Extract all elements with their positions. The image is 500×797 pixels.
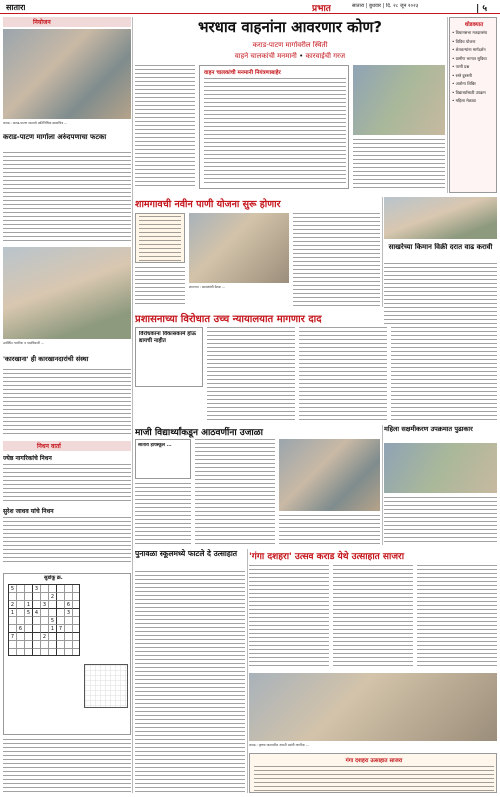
sudoku-cell	[49, 601, 57, 609]
column-rule	[382, 425, 383, 545]
right-photo	[384, 443, 497, 493]
sudoku-cell	[25, 633, 33, 641]
ganga-body-3	[417, 565, 497, 669]
sudoku-cell: 2	[9, 601, 17, 609]
right-story	[384, 425, 497, 545]
brief-item: • विविध योजना	[452, 38, 476, 44]
sudoku-cell	[73, 601, 80, 609]
sudoku-cell	[73, 649, 80, 656]
sudoku-cell	[25, 641, 33, 649]
lead-photo-caption: कराड : कराड-पाटण रस्त्याचे प्रातिनिधिक छायाचित्र ...	[3, 121, 68, 125]
scheme-body-2	[293, 213, 380, 307]
sudoku-cell	[41, 641, 49, 649]
obit-headline: ज्येष्ठ नागरिकांचे निधन	[3, 455, 52, 462]
city-label: सातारा	[6, 3, 26, 12]
ganga-photo-caption: कराड : कृष्णा घाटावरील आरती प्रसंगी नागरिक ...	[249, 743, 310, 747]
sudoku-cell	[73, 625, 80, 633]
sudoku-cell	[65, 633, 73, 641]
section-tag-label: नियोजन	[33, 19, 51, 26]
sudoku-cell	[49, 609, 57, 617]
admin-quote-box	[135, 327, 203, 387]
sudoku-cell	[57, 617, 65, 625]
alumni-photo	[279, 439, 380, 511]
sudoku-cell	[33, 625, 41, 633]
sudoku-cell	[57, 633, 65, 641]
sudoku-cell	[17, 585, 25, 593]
sugarcane-headline: साखरेच्या किमान विक्री दरात वाढ करावी	[388, 243, 493, 251]
sudoku-cell: 5	[49, 617, 57, 625]
brief-item: • विद्यार्थ्यांसाठी उपक्रम	[452, 89, 486, 95]
sudoku-cell	[17, 633, 25, 641]
ganga-story	[249, 549, 497, 793]
brief-item: • रस्ते दुरुस्ती	[452, 72, 472, 78]
sudoku-cell: 4	[33, 609, 41, 617]
sudoku-cell	[25, 617, 33, 625]
sudoku-cell	[65, 593, 73, 601]
story2-body-text	[3, 369, 131, 435]
sudoku-cell	[57, 649, 65, 656]
sudoku-cell: 7	[57, 625, 65, 633]
sudoku-cell	[17, 609, 25, 617]
page-number: | ५	[476, 4, 488, 14]
horoscope-block	[3, 739, 131, 793]
sudoku-cell	[49, 633, 57, 641]
sugarcane-photo	[384, 197, 497, 239]
left-column	[3, 17, 131, 793]
sudoku-cell: 6	[17, 625, 25, 633]
sudoku-cell	[57, 641, 65, 649]
sudoku-cell: 2	[49, 593, 57, 601]
sudoku-cell	[65, 625, 73, 633]
sudoku-cell	[9, 593, 17, 601]
sudoku-cell	[33, 649, 41, 656]
top-story-box	[199, 65, 349, 189]
sudoku-cell	[73, 617, 80, 625]
sudoku-cell	[65, 585, 73, 593]
sudoku-cell	[9, 625, 17, 633]
scheme-photo-caption: शामगाव : ग्रामस्थांची बैठक ...	[189, 285, 226, 289]
sudoku-cell	[25, 625, 33, 633]
brief-item: • विधानसभा मतदारसंघ	[452, 30, 487, 35]
rally-body	[135, 571, 245, 793]
sudoku-title: सुडोकू क्र.	[44, 575, 63, 581]
sudoku-cell	[65, 649, 73, 656]
sudoku-grid	[8, 584, 80, 656]
ganga-photo	[249, 673, 497, 741]
sudoku-cell	[25, 649, 33, 656]
sudoku-cell	[33, 601, 41, 609]
alumni-story	[135, 425, 380, 545]
brief-list	[452, 30, 496, 107]
sudoku-cell	[57, 601, 65, 609]
alumni-body-3	[279, 515, 380, 545]
admin-headline: प्रशासनाच्या विरोधात उच्च न्यायालयात मागणार दाद	[135, 314, 322, 325]
sudoku-cell	[57, 593, 65, 601]
ganga-box-body	[254, 766, 494, 792]
top-story-body-right	[353, 139, 445, 189]
box-title: वाहन चालकांची मनमानी नियंत्रणाबाहेर	[204, 70, 281, 76]
sudoku-cell	[17, 593, 25, 601]
sudoku-cell	[41, 617, 49, 625]
sudoku-cell	[9, 649, 17, 656]
sudoku-cell	[33, 641, 41, 649]
top-sub-2: वाहने चालकांची मनमानी	[234, 52, 297, 60]
admin-quote: विरोधकांना विकासकामे होऊ द्यायची नाहीत	[139, 331, 196, 344]
ganga-body-2	[333, 565, 413, 669]
admin-story	[135, 311, 497, 421]
sudoku-cell	[49, 641, 57, 649]
right-body	[384, 497, 497, 545]
alumni-headline: माजी विद्यार्थ्यांकडून आठवणींना उजाळा	[135, 428, 263, 438]
sudoku-cell	[73, 633, 80, 641]
brief-item: • आरोग्य शिबिर	[452, 81, 476, 86]
lead-photo	[3, 29, 131, 119]
sudoku-cell	[41, 649, 49, 656]
left-body-text	[3, 152, 131, 242]
ganga-body-1	[249, 565, 329, 669]
obit2-body-text	[3, 517, 131, 565]
sudoku-cell: 2	[41, 633, 49, 641]
obit-tag	[3, 441, 131, 451]
brief-item: • शेतकऱ्यांना मार्गदर्शन	[452, 47, 486, 52]
sudoku-cell	[41, 585, 49, 593]
section-tag	[3, 17, 131, 27]
masthead	[0, 0, 500, 14]
sudoku-cell	[17, 601, 25, 609]
sudoku-cell	[41, 609, 49, 617]
sudoku-cell	[49, 649, 57, 656]
sudoku-cell: 3	[65, 609, 73, 617]
sudoku-cell	[49, 585, 57, 593]
story2-photo-caption: उपस्थित नागरिक व पदाधिकारी ...	[3, 341, 45, 345]
scheme-infobox	[135, 213, 185, 263]
alumni-body-1	[135, 483, 191, 545]
scheme-body	[135, 267, 185, 307]
sudoku-cell	[25, 593, 33, 601]
sudoku-cell: 6	[65, 601, 73, 609]
top-headline: भरधाव वाहनांना आवरणार कोण?	[197, 18, 383, 36]
sudoku-cell	[57, 585, 65, 593]
ganga-box-title: गंगा दशहरा उत्साहात साजरा	[345, 758, 403, 764]
sudoku-cell: 1	[25, 601, 33, 609]
admin-body-2	[299, 327, 387, 421]
admin-body-3	[391, 327, 497, 421]
sudoku-cell	[33, 593, 41, 601]
sudoku-cell: 7	[9, 633, 17, 641]
brief-item: • महिला मेळावा	[452, 98, 476, 103]
sudoku-cell	[65, 641, 73, 649]
brief-title: थोडक्यात	[464, 22, 484, 28]
sudoku-cell	[73, 641, 80, 649]
top-sub-3: कारवाईची गरज	[305, 52, 346, 60]
sudoku-puzzle	[3, 573, 131, 735]
column-rule	[132, 17, 133, 793]
story2-headline: 'कारखाना' ही कारखानदारांची संस्था	[3, 355, 89, 363]
sudoku-cell	[9, 617, 17, 625]
obit2-headline: सुरेश जाधव यांचे निधन	[3, 508, 54, 515]
sudoku-cell	[41, 593, 49, 601]
brief-box	[449, 17, 497, 193]
alumni-infobox-title: सातारा हायस्कूल ...	[138, 443, 172, 448]
sugarcane-story	[384, 197, 497, 327]
sudoku-cell	[17, 649, 25, 656]
rally-story	[135, 549, 245, 793]
ganga-box	[249, 753, 497, 793]
sudoku-cell: 1	[49, 625, 57, 633]
box-body	[204, 78, 346, 186]
sudoku-cell	[73, 585, 80, 593]
sudoku-cell	[73, 593, 80, 601]
sudoku-cell: 3	[41, 601, 49, 609]
sudoku-cell	[73, 609, 80, 617]
sudoku-cell	[17, 641, 25, 649]
top-story-body-left	[135, 65, 195, 189]
column-rule	[382, 197, 383, 307]
scheme-story	[135, 197, 380, 307]
obit-tag-label: निधन वार्ता	[37, 443, 61, 450]
column-rule	[447, 17, 448, 193]
sudoku-cell	[25, 585, 33, 593]
brief-item: • ग्रामीण भागात सुविधा	[452, 55, 487, 61]
rally-headline: पुनावळा स्कूलमध्ये फाटले दे उत्साहात	[135, 549, 238, 558]
brief-item: • पाणी प्रश्न	[452, 64, 470, 69]
scheme-headline: शामगावची नवीन पाणी योजना सुरू होणार	[135, 199, 281, 210]
right-headline: महिला सक्षमीकरण उपक्रमात पुढाकार	[384, 425, 473, 433]
sudoku-cell	[33, 633, 41, 641]
obit-body-text	[3, 464, 131, 502]
top-story	[135, 17, 445, 193]
sudoku-cell	[57, 609, 65, 617]
scheme-photo	[189, 213, 289, 283]
top-subheadline: कराड-पाटण मार्गावरील स्थिती	[252, 41, 328, 49]
left-headline: कराड-पाटण मार्गाला अरुंदपणाचा फटका	[3, 133, 107, 141]
sudoku-cell	[41, 625, 49, 633]
column-rule	[247, 549, 248, 793]
alumni-body-2	[195, 439, 275, 545]
alumni-infobox	[135, 439, 191, 479]
admin-body-1	[207, 327, 295, 421]
sudoku-cell: 1	[9, 609, 17, 617]
sudoku-cell: 3	[33, 585, 41, 593]
logo: प्रभात	[312, 4, 331, 14]
date-line: सातारा | बुधवार | दि. २८ जून २०२३	[352, 3, 419, 9]
sudoku-cell: 5	[9, 585, 17, 593]
sudoku-cell	[9, 641, 17, 649]
sudoku-cell	[17, 617, 25, 625]
story2-photo	[3, 247, 131, 339]
sudoku-solution	[84, 664, 128, 708]
sudoku-cell	[65, 617, 73, 625]
sudoku-cell: 5	[25, 609, 33, 617]
sudoku-cell	[33, 617, 41, 625]
top-story-photo	[353, 65, 445, 135]
ganga-headline: 'गंगा दशहरा' उत्सव कराड येथे उत्साहात साजरा	[249, 552, 405, 562]
top-subheadline-2: वाहने चालकांची मनमानी • कारवाईची गरज	[234, 52, 346, 60]
